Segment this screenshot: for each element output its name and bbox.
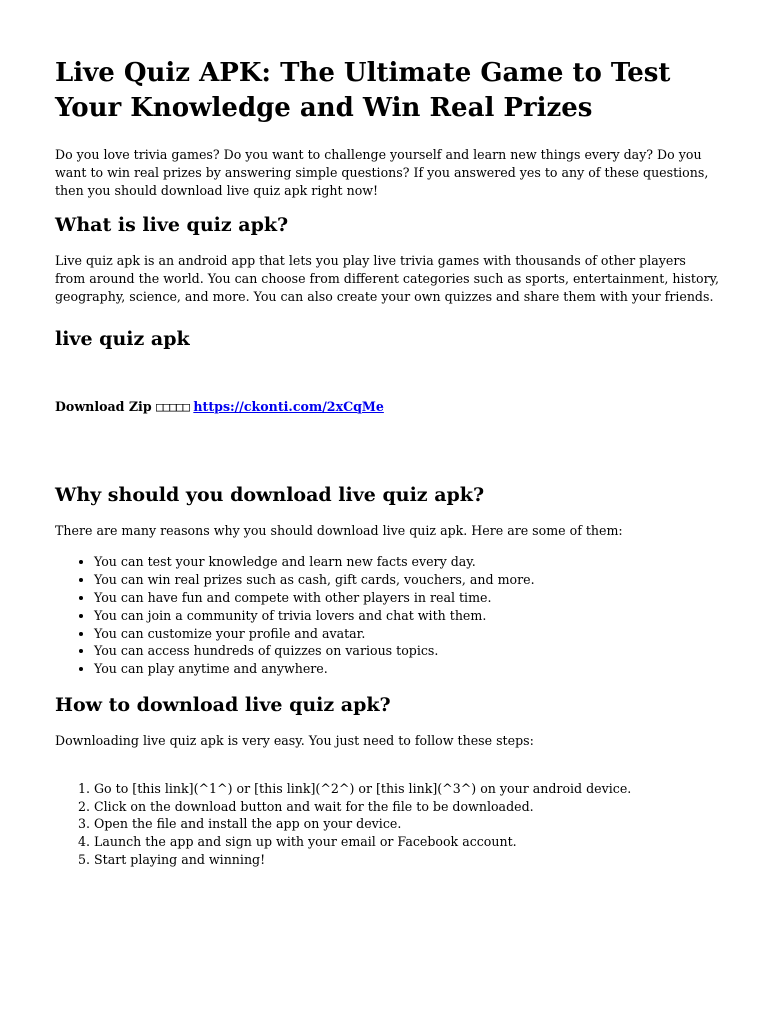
list-item: • You can test your knowledge and learn new facts every day. — [94, 553, 720, 571]
reasons-list — [55, 553, 720, 678]
list-item: • You can join a community of trivia lovers and chat with them. — [94, 607, 720, 625]
what-heading: What is live quiz apk? — [55, 214, 289, 237]
list-item: 4. Launch the app and sign up with your email or Facebook account. — [94, 833, 720, 851]
download-line — [55, 398, 720, 416]
page-title: Live Quiz APK: The Ultimate Game to Test Your Knowledge and Win Real Prizes — [55, 58, 671, 123]
missing-glyph-icons: □□□□□ — [156, 398, 189, 414]
list-item: • You can have fun and compete with other players in real time. — [94, 589, 720, 607]
list-item: • You can customize your profile and avatar. — [94, 625, 720, 643]
document-page — [55, 56, 720, 869]
how-intro: Downloading live quiz apk is very easy. You just need to follow these steps: — [55, 732, 534, 748]
list-item: 2. Click on the download button and wait for the file to be downloaded. — [94, 798, 720, 816]
download-link[interactable]: https://ckonti.com/2xCqMe — [193, 398, 384, 414]
how-heading: How to download live quiz apk? — [55, 693, 391, 716]
list-item: 1. Go to [this link](^1^) or [this link](^2^) or [this link](^3^) on your android device. — [94, 780, 720, 798]
apk-heading: live quiz apk — [55, 327, 190, 350]
download-label: Download Zip — [55, 398, 152, 414]
steps-list — [55, 780, 720, 869]
list-item: • You can access hundreds of quizzes on various topics. — [94, 642, 720, 660]
why-intro: There are many reasons why you should download live quiz apk. Here are some of them: — [55, 522, 623, 538]
list-item: 3. Open the file and install the app on your device. — [94, 815, 720, 833]
intro-paragraph: Do you love trivia games? Do you want to challenge yourself and learn new things every day? Do you want to win real prizes by answering simple questions? If you answered yes to any of these questions, then you should download live quiz apk right now! — [55, 147, 709, 198]
list-item: • You can play anytime and anywhere. — [94, 660, 720, 678]
what-paragraph: Live quiz apk is an android app that lets you play live trivia games with thousands of other players from around the world. You can choose from different categories such as sports, entertainment, history, geography, science, and more. You can also create your own quizzes and share them with your friends. — [55, 253, 720, 304]
list-item: • You can win real prizes such as cash, gift cards, vouchers, and more. — [94, 571, 720, 589]
why-heading: Why should you download live quiz apk? — [55, 483, 485, 506]
list-item: 5. Start playing and winning! — [94, 851, 720, 869]
